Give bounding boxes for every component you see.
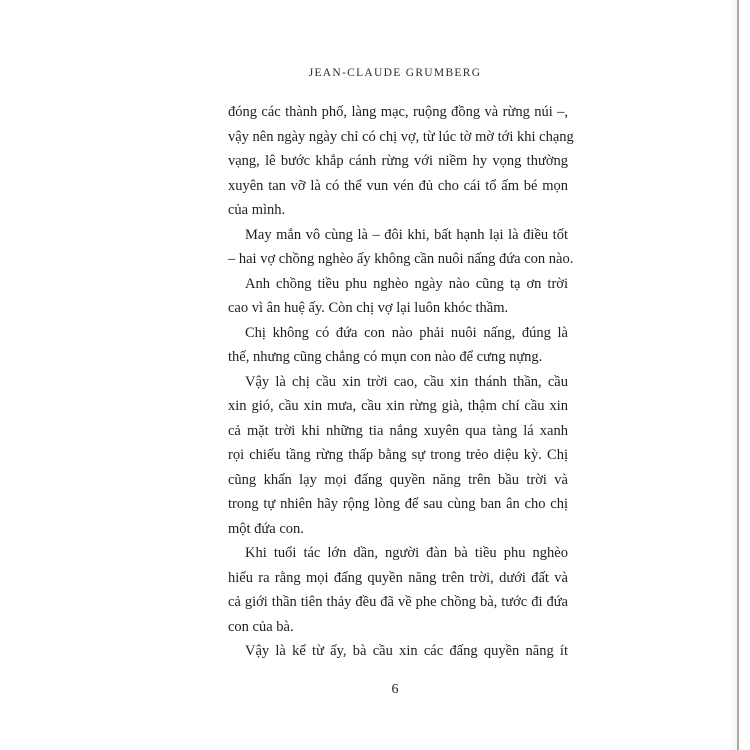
text-line: rọi chiếu tầng rừng thấp bằng sự trong trẻo diệu kỳ. Chị	[228, 447, 568, 463]
text-line: hiểu ra rằng mọi đấng quyền năng trên trời, dưới đất và	[228, 569, 568, 586]
text-line: Vậy là kể từ ấy, bà cầu xin các đấng quyền năng ít	[245, 643, 568, 659]
text-line: cả mặt trời khi những tia nắng xuyên qua tàng lá xanh	[228, 422, 568, 439]
text-line: Khi tuổi tác lớn dần, người đàn bà tiều phu nghèo	[245, 545, 568, 561]
body-text	[228, 100, 574, 664]
text-line: một đứa con.	[228, 520, 304, 537]
paragraph	[228, 370, 568, 542]
page-number: 6	[391, 682, 399, 697]
text-line: cả giới thần tiên thảy đều đã về phe chồng bà, tước đi đứa	[228, 594, 568, 610]
text-line: vậy nên ngày ngày chỉ có chị vợ, từ lúc tờ mờ tới khi chạng	[228, 128, 574, 145]
text-line: May mắn vô cùng là – đôi khi, bất hạnh lại là điều tốt	[245, 226, 568, 243]
text-line: xuyên tan vỡ là có thể vun vén đủ cho cái tổ ấm bé mọn	[228, 177, 568, 194]
running-head: JEAN-CLAUDE GRUMBERG	[308, 67, 482, 79]
text-line: thế, nhưng cũng chẳng có mụn con nào để cưng nựng.	[228, 349, 543, 365]
text-line: đóng các thành phố, làng mạc, ruộng đồng và rừng núi –,	[228, 104, 568, 120]
paragraph	[228, 541, 568, 639]
text-line: con của bà.	[228, 618, 294, 635]
paragraph	[228, 223, 574, 272]
text-line: cũng khấn lạy mọi đấng quyền năng trên bầu trời và	[228, 471, 568, 488]
paragraph	[228, 639, 568, 664]
text-line: xin gió, cầu xin mưa, cầu xin rừng già, thậm chí cầu xin	[228, 398, 568, 414]
text-line: Chị không có đứa con nào phải nuôi nấng, đúng là	[245, 324, 568, 341]
page-edge	[737, 0, 739, 750]
page-edge-shadow	[730, 0, 737, 750]
paragraph	[228, 272, 568, 321]
text-line: của mình.	[228, 202, 286, 218]
text-line: cao vì ân huệ ấy. Còn chị vợ lại luôn khóc thầm.	[228, 300, 509, 316]
text-line: vạng, lê bước khắp cánh rừng với niềm hy vọng thường	[228, 153, 568, 169]
text-line: Vậy là chị cầu xin trời cao, cầu xin thánh thần, cầu	[245, 373, 568, 390]
text-line: Anh chồng tiều phu nghèo ngày nào cũng tạ ơn trời	[245, 275, 568, 292]
text-line: – hai vợ chồng nghèo ấy không cần nuôi nấng đứa con nào.	[228, 251, 574, 267]
paragraph	[228, 321, 568, 370]
text-line: trong tự nhiên hãy rộng lòng để sau cùng ban ân cho chị	[228, 496, 568, 512]
paragraph	[228, 100, 574, 223]
